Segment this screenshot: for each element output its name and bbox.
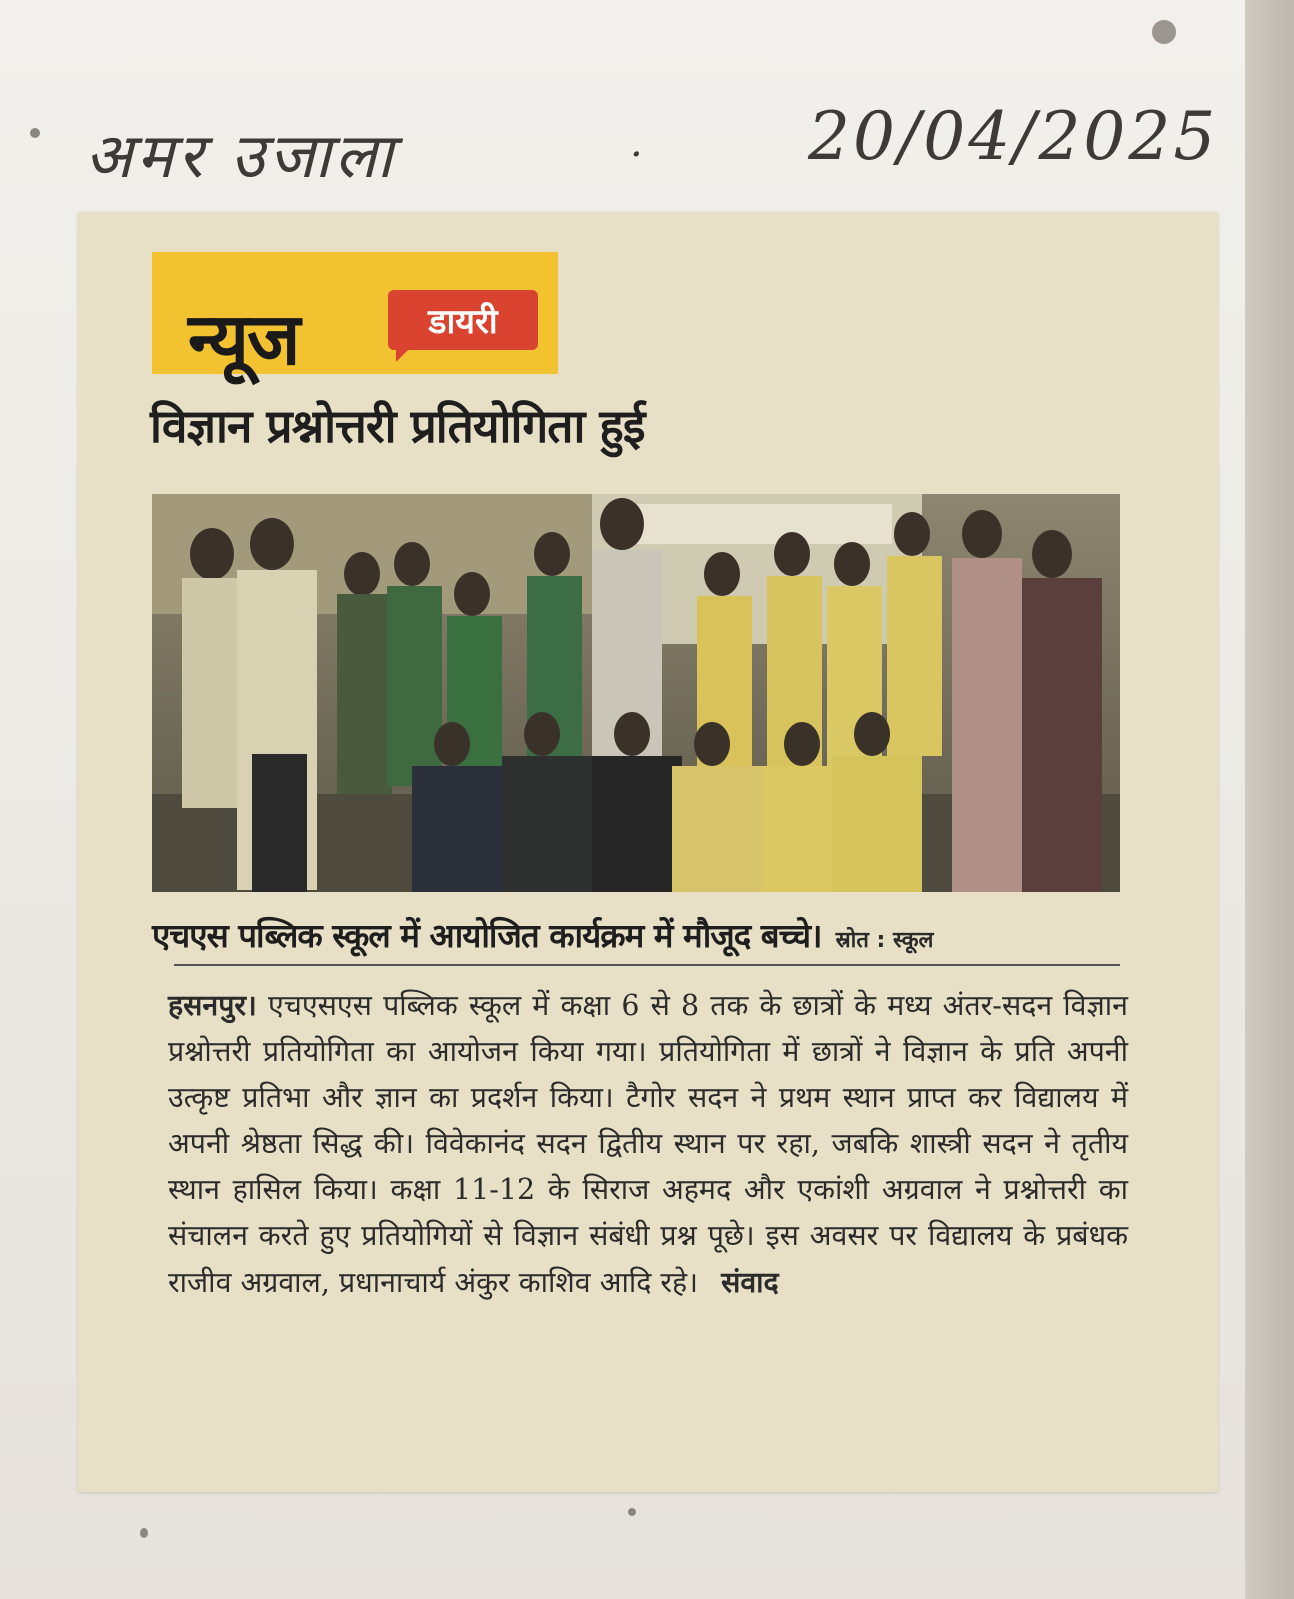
pin-mark	[628, 1508, 636, 1516]
photo-caption	[152, 912, 1120, 957]
article-body	[168, 982, 1128, 1306]
group-photo	[152, 494, 1120, 892]
divider	[174, 964, 1120, 966]
handwritten-separator: ·	[630, 132, 643, 178]
pin-mark	[1152, 20, 1176, 44]
article-text: एचएसएस पब्लिक स्कूल में कक्षा 6 से 8 तक के छात्रों के मध्य अंतर-सदन विज्ञान प्रश्नोत्तरी प्रतियोगिता का आयोजन किया गया। प्रतियोगिता में छात्रों ने विज्ञान के प्रति अपनी उत्कृष्ट प्रतिभा और ज्ञान का प्रदर्शन किया। टैगोर सदन ने प्रथम स्थान प्राप्त कर विद्यालय में अपनी श्रेष्ठता सिद्ध की। विवेकानंद सदन द्वितीय स्थान पर रहा, जबकि शास्त्री सदन ने तृतीय स्थान हासिल किया। कक्षा 11-12 के सिराज अहमद और एकांशी अग्रवाल ने प्रश्नोत्तरी का संचालन करते हुए प्रतियोगियों से विज्ञान संबंधी प्रश्न पूछे। इस अवसर पर विद्यालय के प्रबंधक राजीव अग्रवाल, प्रधानाचार्य अंकुर काशिव आदि रहे।	[168, 989, 1128, 1299]
handwritten-paper-name: अमर उजाला	[85, 119, 397, 192]
pin-mark	[30, 128, 40, 138]
credit: संवाद	[721, 1265, 779, 1299]
speech-tail-icon	[396, 348, 410, 362]
section-label: न्यूज	[188, 297, 299, 381]
handwritten-date: 20/04/2025	[808, 98, 1219, 175]
photo-source: स्रोत : स्कूल	[835, 928, 934, 953]
section-tag: डायरी	[388, 290, 538, 350]
newspaper-clipping	[78, 212, 1218, 1492]
caption-text: एचएस पब्लिक स्कूल में आयोजित कार्यक्रम में मौजूद बच्चे।	[152, 916, 822, 955]
pin-mark	[140, 1528, 148, 1538]
headline: विज्ञान प्रश्नोत्तरी प्रतियोगिता हुई	[150, 399, 645, 453]
group-photo-illustration	[152, 494, 1120, 892]
dateline: हसनपुर।	[168, 988, 257, 1022]
background-edge	[1245, 0, 1294, 1599]
